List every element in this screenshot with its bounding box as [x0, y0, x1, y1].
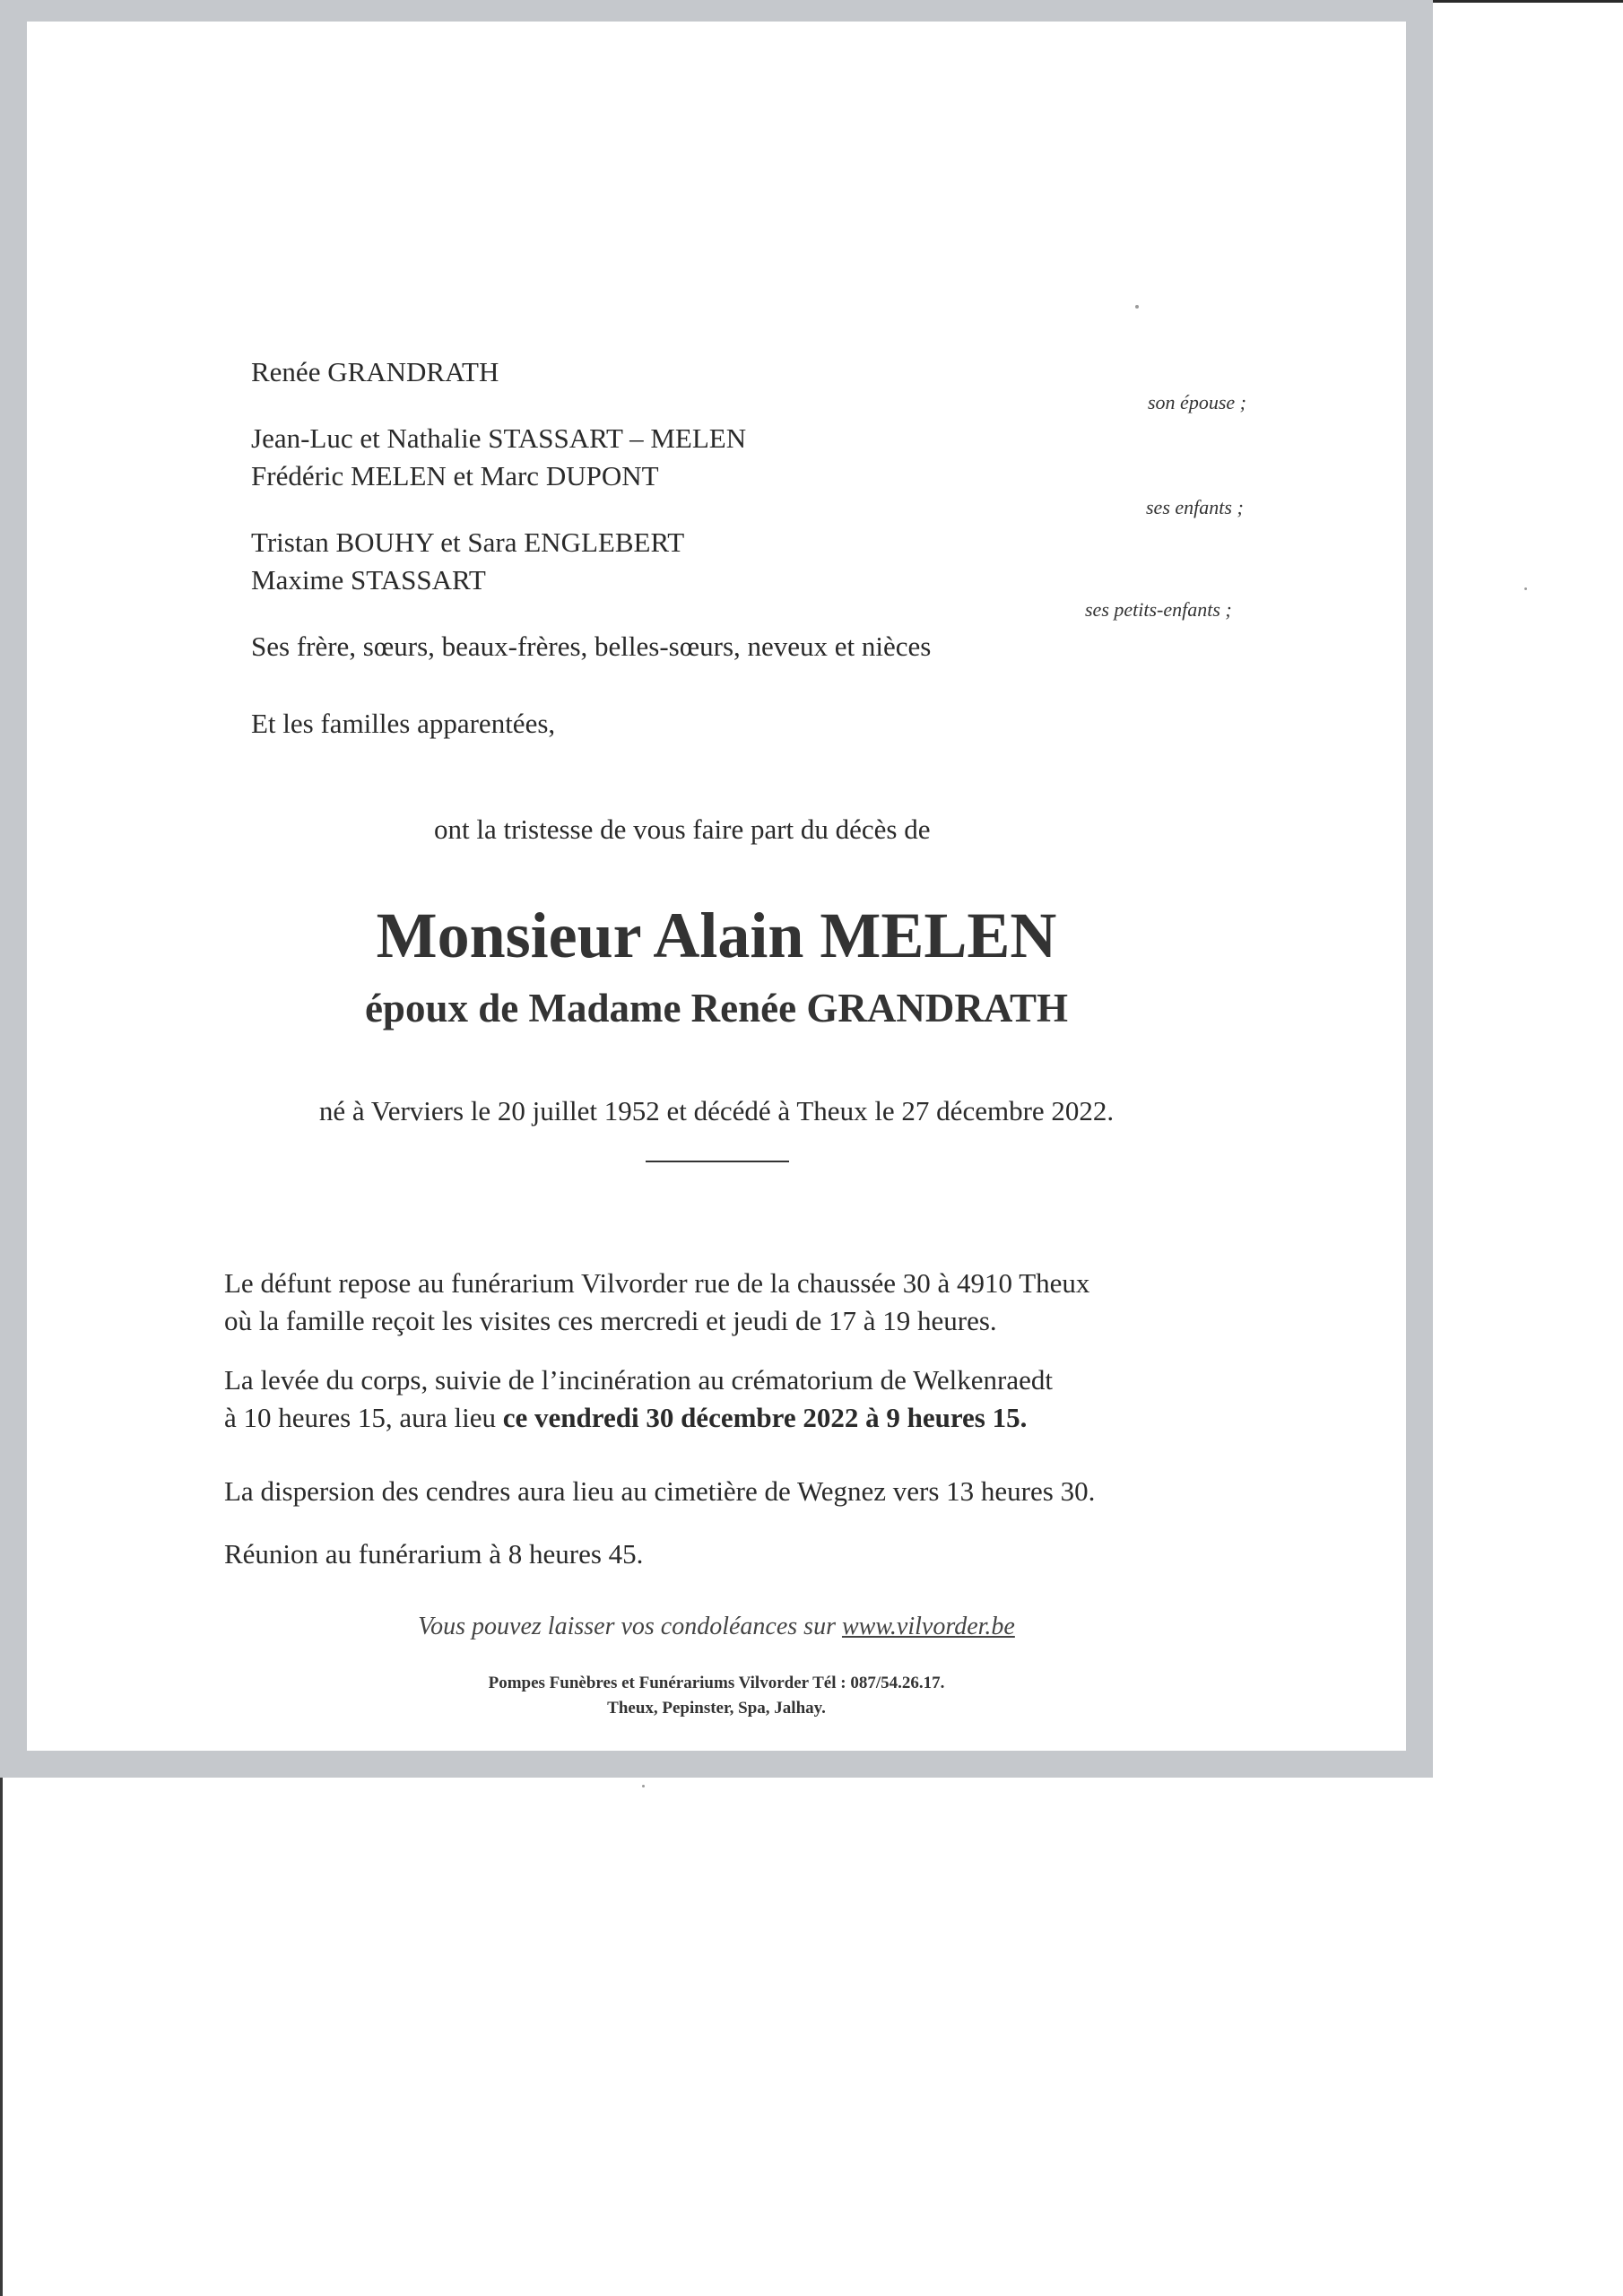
condolences-line [0, 1613, 1433, 1641]
grandchildren-role: ses petits-enfants ; [1085, 598, 1232, 621]
relatives-line: Et les familles apparentées, [251, 708, 556, 739]
separator-rule [646, 1161, 789, 1162]
rest-line-1: Le défunt repose au funérarium Vilvorder rue de la chaussée 30 à 4910 Theux [224, 1267, 1090, 1299]
condolences-link[interactable]: www.vilvorder.be [841, 1613, 1015, 1640]
funeral-home-line: Pompes Funèbres et Funérariums Vilvorder Tél : 087/54.26.17. [488, 1674, 945, 1692]
deceased-spouse: époux de Madame Renée GRANDRATH [364, 986, 1069, 1031]
condolences-text: Vous pouvez laisser vos condoléances sur [418, 1613, 842, 1640]
grandchildren-line-2: Maxime STASSART [251, 564, 486, 596]
meeting-line: Réunion au funérarium à 8 heures 45. [224, 1538, 644, 1570]
scan-top-edge [1433, 0, 1623, 3]
ceremony-line-1: La levée du corps, suivie de l’incinération au crématorium de Welkenraedt [224, 1364, 1053, 1396]
funeral-home-locations: Theux, Pepinster, Spa, Jalhay. [607, 1699, 826, 1718]
scan-speck [1524, 587, 1527, 590]
ceremony-line-2 [224, 1401, 1027, 1434]
children-line-1: Jean-Luc et Nathalie STASSART – MELEN [251, 422, 747, 454]
announcement-intro: ont la tristesse de vous faire part du décès de [434, 813, 931, 845]
grandchildren-line-1: Tristan BOUHY et Sara ENGLEBERT [251, 526, 685, 558]
siblings-line: Ses frère, sœurs, beaux-frères, belles-sœurs, neveux et nièces [251, 631, 932, 662]
rest-line-2: où la famille reçoit les visites ces mercredi et jeudi de 17 à 19 heures. [224, 1305, 997, 1336]
scan-left-edge [0, 1778, 3, 2296]
birth-death-dates: né à Verviers le 20 juillet 1952 et décédé à Theux le 27 décembre 2022. [318, 1095, 1115, 1126]
children-role: ses enfants ; [1146, 496, 1244, 518]
spouse-name: Renée GRANDRATH [251, 356, 499, 387]
ashes-dispersal-line: La dispersion des cendres aura lieu au cimetière de Wegnez vers 13 heures 30. [224, 1475, 1096, 1507]
ceremony-date-time: ce vendredi 30 décembre 2022 à 9 heures 15. [502, 1402, 1028, 1433]
spouse-role: son épouse ; [1148, 391, 1246, 413]
scan-speck [642, 1785, 645, 1787]
ceremony-line-2-start: à 10 heures 15, aura lieu [224, 1402, 503, 1433]
deceased-name: Monsieur Alain MELEN [376, 900, 1057, 971]
scan-speck [1135, 305, 1139, 309]
children-line-2: Frédéric MELEN et Marc DUPONT [251, 460, 659, 491]
